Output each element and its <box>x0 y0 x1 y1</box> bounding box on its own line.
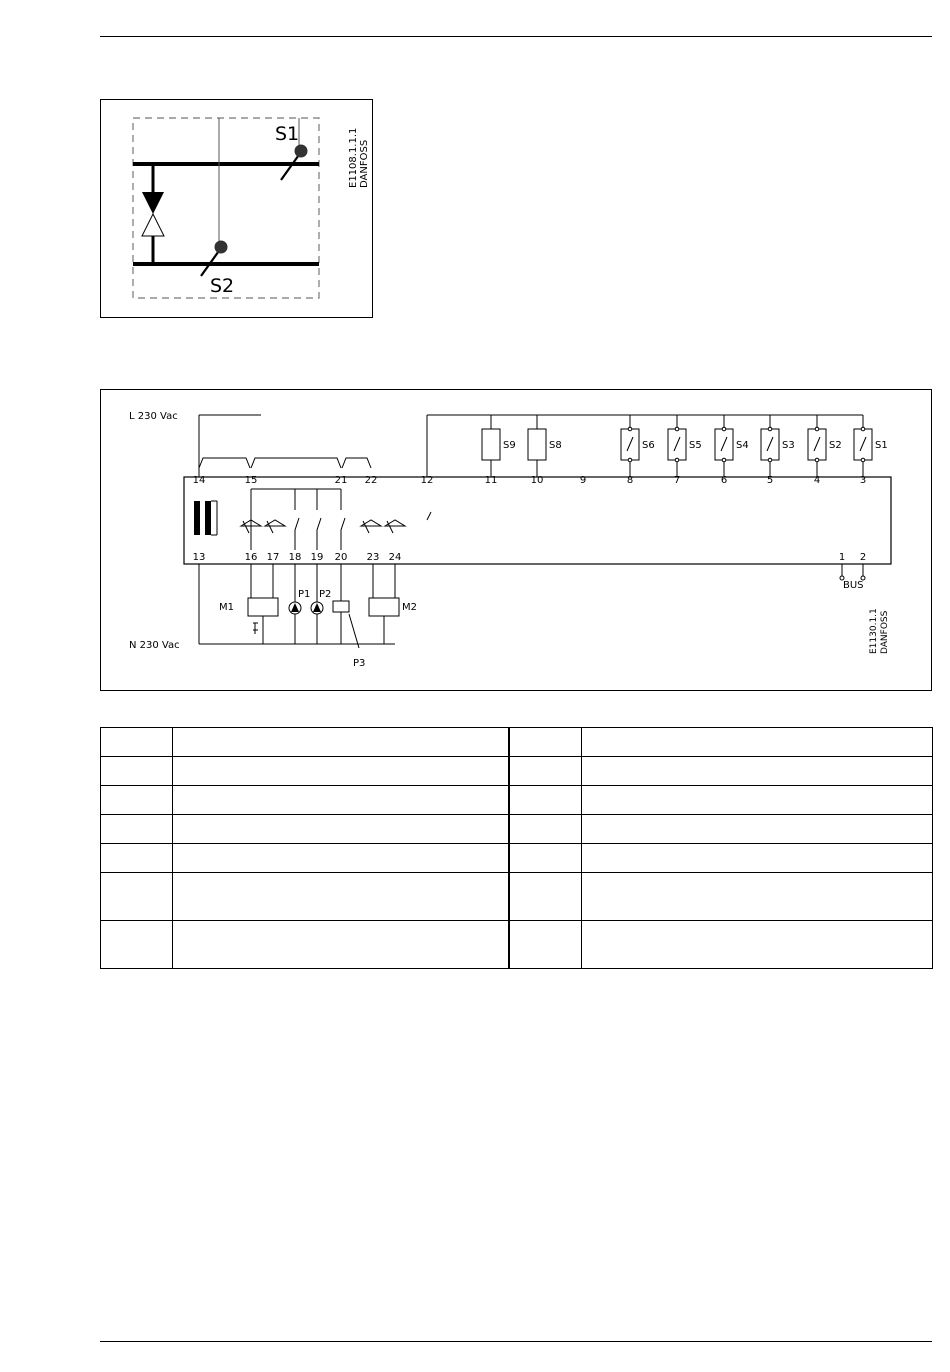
table-row <box>101 844 933 873</box>
table-cell <box>582 873 933 921</box>
supply-neutral-label: N 230 Vac <box>129 640 180 651</box>
terminal-top-label: 22 <box>364 475 378 486</box>
table-cell <box>509 873 582 921</box>
supply-live-label: L 230 Vac <box>129 411 178 422</box>
terminal-top-label: 15 <box>244 475 258 486</box>
table-cell <box>101 921 173 969</box>
table-cell <box>509 757 582 786</box>
terminal-top-label: 21 <box>334 475 348 486</box>
table-cell <box>101 728 173 757</box>
table-cell <box>173 815 509 844</box>
header-rule <box>100 36 932 37</box>
terminal-top-label: 4 <box>813 475 821 486</box>
terminal-top-label: 7 <box>673 475 681 486</box>
terminal-top-label: 10 <box>530 475 544 486</box>
controller-box <box>184 477 891 564</box>
table-row <box>101 728 933 757</box>
sensor-label-s2: S2 <box>210 275 235 297</box>
hydraulic-diagram <box>101 100 374 319</box>
terminal-top-label: 8 <box>626 475 634 486</box>
hydraulic-figure <box>100 99 373 318</box>
terminal-bottom-label: 17 <box>266 552 280 563</box>
table-cell <box>582 815 933 844</box>
component-m2: M2 <box>402 602 417 613</box>
legend-table <box>100 727 933 969</box>
valve-symbol <box>142 192 164 214</box>
table-cell <box>582 728 933 757</box>
terminal-bottom-label: 19 <box>310 552 324 563</box>
table-cell <box>101 815 173 844</box>
table-cell <box>173 873 509 921</box>
bus-label: BUS <box>843 580 864 591</box>
table-cell <box>582 844 933 873</box>
terminal-top-label: 3 <box>859 475 867 486</box>
table-cell <box>582 921 933 969</box>
table-row <box>101 757 933 786</box>
figure-code: E1108.1.1.1 <box>348 127 359 188</box>
sensor-label: S5 <box>689 440 702 451</box>
component-p1: P1 <box>298 589 311 600</box>
table-cell <box>173 786 509 815</box>
wiring-diagram <box>101 390 933 692</box>
table-row <box>101 921 933 969</box>
terminal-bottom-label: 13 <box>192 552 206 563</box>
brand-label: DANFOSS <box>359 139 370 188</box>
sensor-label: S1 <box>875 440 888 451</box>
table-cell <box>509 815 582 844</box>
sensor-label: S3 <box>782 440 795 451</box>
table-cell <box>101 757 173 786</box>
table-cell <box>101 873 173 921</box>
table-cell <box>582 757 933 786</box>
terminal-top-label: 6 <box>720 475 728 486</box>
figure-code: E1130.1.1 <box>869 608 879 654</box>
sensor-label-s1: S1 <box>275 123 300 145</box>
sensor-symbol <box>482 429 500 460</box>
table-cell <box>101 844 173 873</box>
sensor-label: S2 <box>829 440 842 451</box>
terminal-top-label: 14 <box>192 475 206 486</box>
table-cell <box>173 921 509 969</box>
table-row <box>101 815 933 844</box>
table-row <box>101 786 933 815</box>
table-cell <box>173 844 509 873</box>
terminal-top-label: 9 <box>579 475 587 486</box>
sensor-label: S8 <box>549 440 562 451</box>
table-cell <box>509 786 582 815</box>
table-cell <box>173 728 509 757</box>
table-cell <box>509 921 582 969</box>
sensor-label: S4 <box>736 440 749 451</box>
table-cell <box>509 728 582 757</box>
brand-label: DANFOSS <box>880 610 890 654</box>
terminal-top-label: 12 <box>420 475 434 486</box>
sensor-label: S6 <box>642 440 655 451</box>
sensor-symbol <box>528 429 546 460</box>
table-cell <box>582 786 933 815</box>
terminal-bottom-label: 2 <box>859 552 867 563</box>
terminal-bottom-label: 16 <box>244 552 258 563</box>
table-cell <box>173 757 509 786</box>
terminal-bottom-label: 24 <box>388 552 402 563</box>
sensor-label: S9 <box>503 440 516 451</box>
footer-rule <box>100 1341 932 1342</box>
terminal-bottom-label: 23 <box>366 552 380 563</box>
terminal-bottom-label: 1 <box>838 552 846 563</box>
component-m1: M1 <box>219 602 234 613</box>
component-p3: P3 <box>353 658 366 669</box>
terminal-bottom-label: 18 <box>288 552 302 563</box>
table-row <box>101 873 933 921</box>
wiring-figure <box>100 389 932 691</box>
sensor-s2-dot <box>215 241 228 254</box>
table-cell <box>101 786 173 815</box>
table-cell <box>509 844 582 873</box>
component-p2: P2 <box>319 589 332 600</box>
terminal-bottom-label: 20 <box>334 552 348 563</box>
terminal-top-label: 11 <box>484 475 498 486</box>
sensor-s1-dot <box>295 145 308 158</box>
terminal-top-label: 5 <box>766 475 774 486</box>
